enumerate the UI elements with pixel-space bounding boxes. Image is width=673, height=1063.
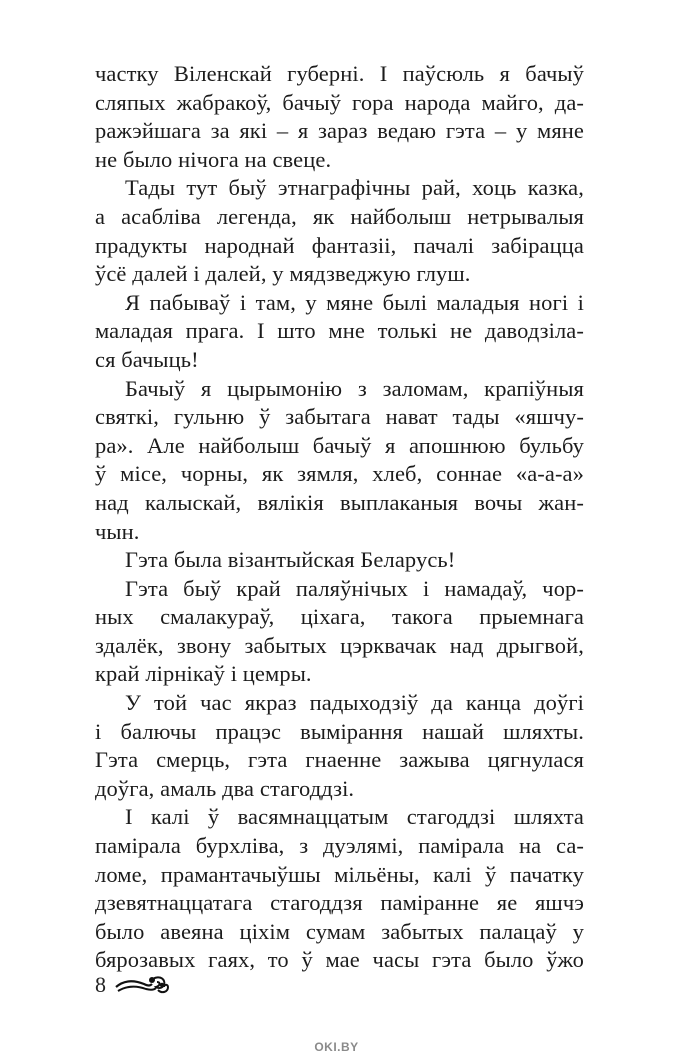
text-line: край лірнікаў і цемры.	[95, 661, 312, 687]
text-line: Гэта быў край паляўнічых і намадаў, чор-	[125, 575, 584, 601]
text-line: ражэйшага за які – я зараз ведаю гэта – у мяне	[95, 118, 584, 144]
text-line: бярозавых гаях, то ў мае часы гэта было ўжо	[95, 947, 584, 973]
text-line: ся бачыць!	[95, 346, 199, 372]
text-line: ўсё далей і далей, у мядзведжую глуш.	[95, 261, 471, 287]
text-line: доўга, амаль два стагоддзі.	[95, 775, 355, 801]
text-line: над калыскай, вялікія выплаканыя вочы жан-	[95, 489, 584, 515]
text-line: Тады тут быў этнаграфічны рай, хоць казка,	[125, 175, 584, 201]
page-footer	[95, 972, 170, 998]
text-line: У той час якраз падыходзіў да канца доўгі	[125, 690, 584, 716]
text-line: а асабліва легенда, як найболыш нетрывалыя	[95, 203, 584, 229]
text-line: прадукты народнай фантазіі, пачалі забірацца	[95, 232, 584, 258]
text-line: ных смалакураў, ціхага, такога прыемнага	[95, 604, 584, 630]
text-line: Бачыў я цырымонію з заломам, крапіўныя	[125, 375, 584, 401]
text-line: ра». Але найболыш бачыў я апошнюю бульбу	[95, 432, 584, 458]
page-number: 8	[95, 972, 106, 997]
flourish-ornament-icon	[114, 974, 170, 996]
text-line: сляпых жабракоў, бачыў гора народа майго, да-	[95, 89, 584, 115]
text-line: святкі, гульню ў забытага нават тады «яшчу-	[95, 404, 584, 430]
text-line: ў місе, чорны, як зямля, хлеб, соннае «а-а-а»	[95, 461, 584, 487]
text-line: было авеяна ціхім сумам забытых палацаў у	[95, 918, 584, 944]
text-line: здалёк, звону забытых цэрквачак над дрыгвой,	[95, 632, 584, 658]
page-body	[95, 60, 584, 975]
watermark: OKI.BY	[314, 1040, 359, 1054]
text-line: і балючы працэс вымірання нашай шляхты.	[95, 718, 584, 744]
text-line: маладая прага. І што мне толькі не даводзіла-	[95, 318, 584, 344]
text-line: Гэта была візантыйская Беларусь!	[125, 547, 456, 573]
text-line: не было нічога на свеце.	[95, 146, 332, 172]
text-line: памірала бурхліва, з дуэлямі, памірала на са-	[95, 833, 584, 859]
text-line: частку Віленскай губерні. І паўсюль я бачыў	[95, 61, 584, 86]
text-line: дзевятнаццатага стагоддзя паміранне яе яшчэ	[95, 890, 584, 916]
text-line: ломе, прамантачыўшы мільёны, калі ў пачатку	[95, 861, 584, 887]
text-line: Гэта смерць, гэта гнаенне зажыва цягнулася	[95, 747, 584, 773]
text-line: Я пабываў і там, у мяне былі маладыя ногі і	[125, 289, 584, 315]
text-line: І калі ў васямнаццатым стагоддзі шляхта	[125, 804, 584, 830]
text-line: чын.	[95, 518, 140, 544]
